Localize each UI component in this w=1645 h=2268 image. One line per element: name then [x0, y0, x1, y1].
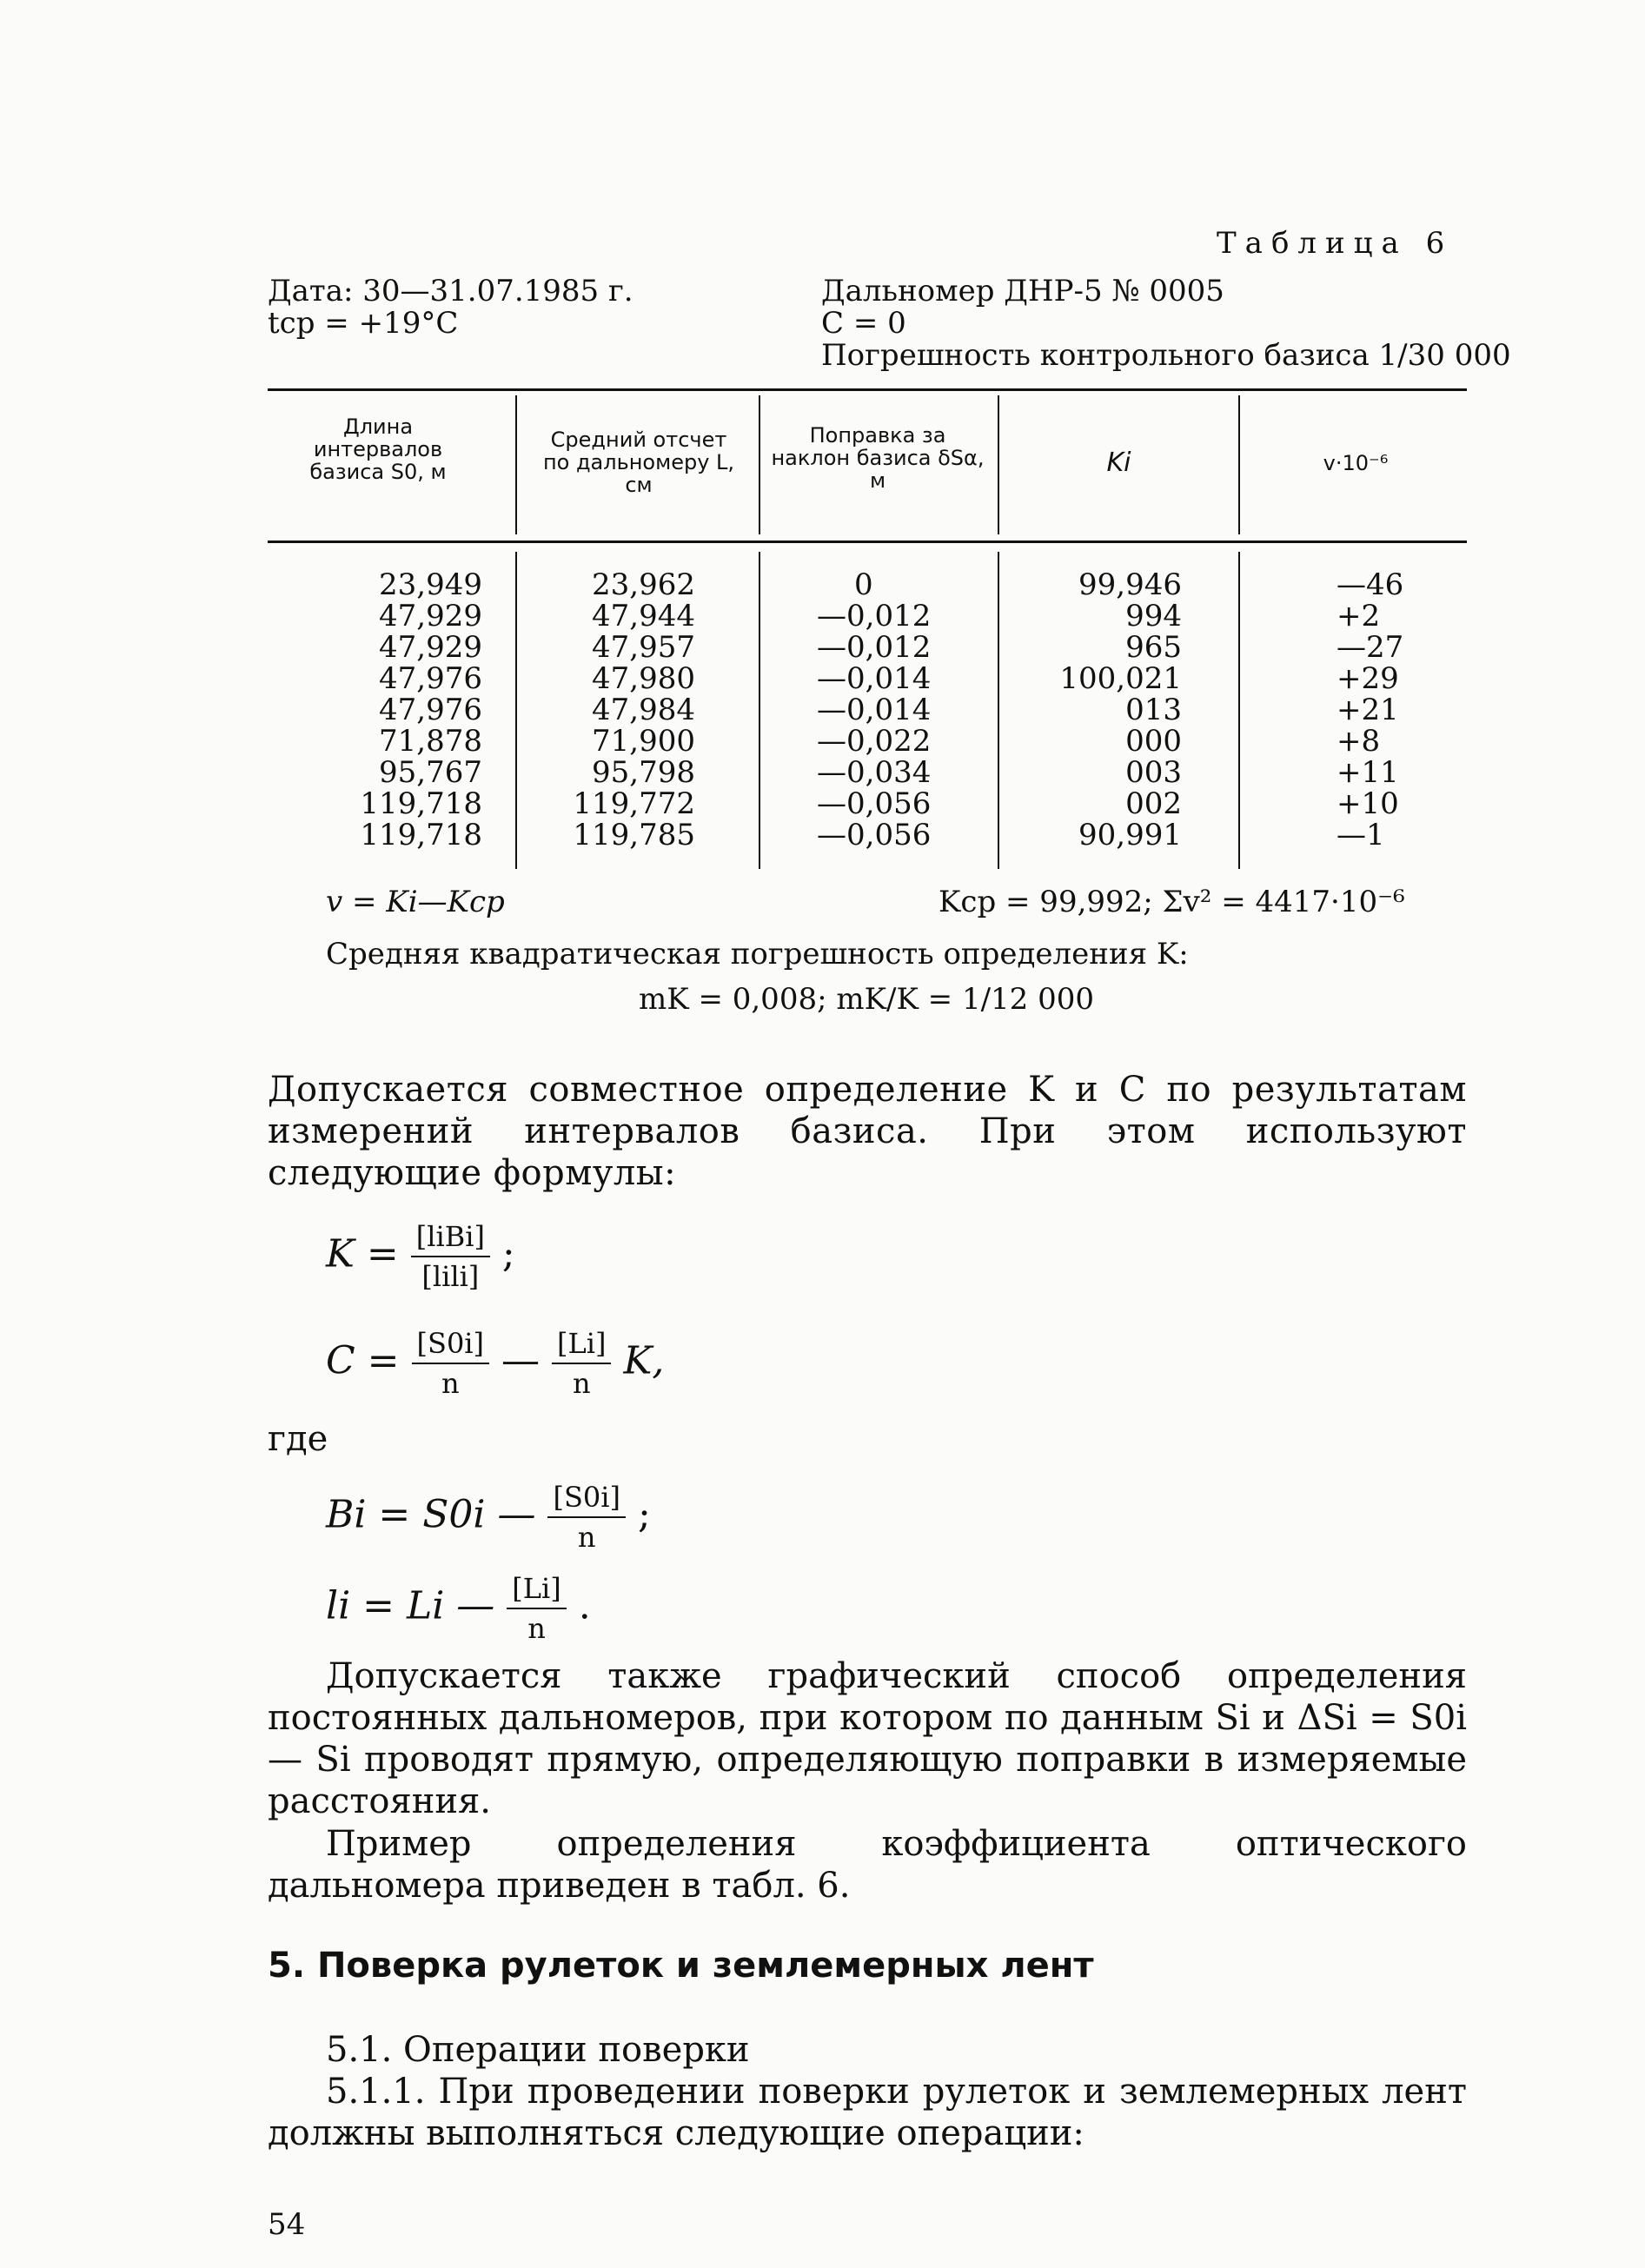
col-divider: [759, 395, 760, 534]
table-cell: 23,962: [592, 567, 695, 602]
table-cell: —46: [1337, 567, 1404, 602]
table-cell: 47,929: [379, 599, 482, 633]
measurement-date: Дата: 30—31.07.1985 г.: [268, 274, 633, 308]
table-cell: 119,785: [573, 818, 695, 852]
average-temperature: tср = +19°С: [268, 306, 459, 341]
formula-b-denominator: n: [577, 1521, 596, 1554]
formula-c-denominator-1: n: [441, 1367, 460, 1400]
table-cell: 71,878: [379, 724, 482, 759]
where-label: где: [268, 1419, 328, 1459]
formula-l-numerator: [Li]: [507, 1573, 566, 1609]
rmse-label: Средняя квадратическая погрешность определения K:: [326, 937, 1189, 972]
table-cell: 90,991: [1078, 818, 1182, 852]
formula-k-numerator: [liBi]: [411, 1221, 490, 1257]
table-cell: +29: [1337, 661, 1399, 696]
v-definition: v = Ki—Kср: [326, 885, 505, 919]
column-slope-correction: [817, 569, 991, 851]
table-cell: 99,946: [1078, 567, 1182, 602]
column-ki: [1017, 569, 1182, 851]
formula-c-numerator-2: [Li]: [552, 1328, 611, 1364]
rangefinder-id: Дальномер ДНР-5 № 0005: [821, 274, 1224, 308]
table-header-rule: [268, 540, 1467, 543]
formula-l-denominator: n: [527, 1612, 546, 1645]
col-divider: [998, 395, 999, 534]
table-cell: 965: [1125, 630, 1182, 665]
subsection-heading: 5.1. Операции поверки: [326, 2030, 750, 2070]
col-divider: [759, 552, 760, 869]
table-cell: —0,012: [817, 599, 932, 633]
col-divider: [1238, 552, 1240, 869]
table-cell: 0: [854, 567, 873, 602]
table-cell: 002: [1125, 786, 1182, 821]
formula-k-tail: ;: [501, 1231, 515, 1277]
table-cell: —0,014: [817, 661, 932, 696]
formula-k-denominator: [lili]: [421, 1260, 480, 1293]
paragraph-graphic-method: Допускается также графический способ определения постоянных дальномеров, при котором по данным Si и ΔSi = S0i — Si проводят прямую, определяющую поправки в измеряемые расстояния.: [268, 1656, 1467, 1821]
table-cell: +21: [1337, 693, 1399, 727]
header-interval-length: Длина интервалов базиса S0, м: [309, 414, 447, 484]
table-cell: 47,980: [592, 661, 695, 696]
header-average-reading: Средний отсчет по дальномеру L, см: [542, 428, 735, 497]
table-cell: +10: [1337, 786, 1399, 821]
header-ki: Ki: [1106, 448, 1131, 478]
formula-b-numerator: [S0i]: [547, 1482, 625, 1518]
formula-c-minus: —: [501, 1338, 541, 1383]
constant-c: С = 0: [821, 306, 906, 341]
formula-l: [326, 1573, 591, 1644]
table-cell: 119,718: [360, 818, 482, 852]
table-cell: —0,022: [817, 724, 932, 759]
table-cell: 47,957: [592, 630, 695, 665]
table-cell: —0,056: [817, 818, 932, 852]
table-cell: 47,929: [379, 630, 482, 665]
paragraph-operations: 5.1.1. При проведении поверки рулеток и землемерных лент должны выполняться следующие операции:: [268, 2072, 1467, 2153]
col-divider: [998, 552, 999, 869]
table-cell: 47,944: [592, 599, 695, 633]
table-cell: 47,984: [592, 693, 695, 727]
formula-b: [326, 1482, 651, 1553]
rmse-values: mK = 0,008; mK/K = 1/12 000: [639, 982, 1094, 1017]
table-cell: —27: [1337, 630, 1404, 665]
page-number: 54: [268, 2207, 306, 2242]
formula-k-lhs: K =: [326, 1231, 399, 1277]
formula-l-tail: .: [578, 1583, 591, 1628]
table-caption: Таблица 6: [1217, 226, 1454, 261]
table-cell: —0,034: [817, 755, 932, 790]
table-cell: 95,767: [379, 755, 482, 790]
table-cell: 47,976: [379, 661, 482, 696]
table-cell: 003: [1125, 755, 1182, 790]
col-divider: [515, 552, 517, 869]
baseline-error: Погрешность контрольного базиса 1/30 000: [821, 338, 1511, 373]
formula-c-lhs: C =: [326, 1338, 400, 1383]
formula-b-tail: ;: [637, 1492, 651, 1537]
formula-c-tail: K,: [623, 1338, 665, 1383]
k-summary: Kср = 99,992; Σv² = 4417·10⁻⁶: [939, 885, 1405, 919]
table-cell: +11: [1337, 755, 1399, 790]
table-cell: 013: [1125, 693, 1182, 727]
table-cell: 71,900: [592, 724, 695, 759]
table-cell: +8: [1337, 724, 1381, 759]
formula-k: [326, 1221, 515, 1292]
table-cell: 23,949: [379, 567, 482, 602]
formula-c: [326, 1328, 664, 1399]
table-cell: +2: [1337, 599, 1381, 633]
table-cell: 119,772: [573, 786, 695, 821]
table-cell: —1: [1337, 818, 1385, 852]
col-divider: [1238, 395, 1240, 534]
table-cell: 119,718: [360, 786, 482, 821]
table-cell: —0,056: [817, 786, 932, 821]
formula-b-lhs: Bi = S0i —: [326, 1492, 536, 1537]
col-divider: [515, 395, 517, 534]
column-average-reading: [521, 569, 695, 851]
header-v: v·10⁻⁶: [1323, 451, 1389, 475]
column-v: [1337, 569, 1458, 851]
table-cell: 994: [1125, 599, 1182, 633]
table-cell: 000: [1125, 724, 1182, 759]
table-cell: 47,976: [379, 693, 482, 727]
table-cell: 95,798: [592, 755, 695, 790]
column-interval-length: [287, 569, 482, 851]
section-heading: 5. Поверка рулеток и землемерных лент: [268, 1946, 1094, 1986]
table-top-rule: [268, 388, 1467, 391]
table-cell: —0,012: [817, 630, 932, 665]
formula-c-numerator-1: [S0i]: [412, 1328, 489, 1364]
table-cell: 100,021: [1059, 661, 1182, 696]
formula-l-lhs: li = Li —: [326, 1583, 495, 1628]
table-cell: —0,014: [817, 693, 932, 727]
formula-c-denominator-2: n: [572, 1367, 591, 1400]
paragraph-example: Пример определения коэффициента оптического дальномера приведен в табл. 6.: [268, 1824, 1467, 1906]
paragraph-joint-determination: Допускается совместное определение K и C по результатам измерений интервалов базиса. При этом используют следующие формулы:: [268, 1070, 1467, 1193]
header-slope-correction: Поправка за наклон базиса δSα, м: [771, 423, 985, 493]
